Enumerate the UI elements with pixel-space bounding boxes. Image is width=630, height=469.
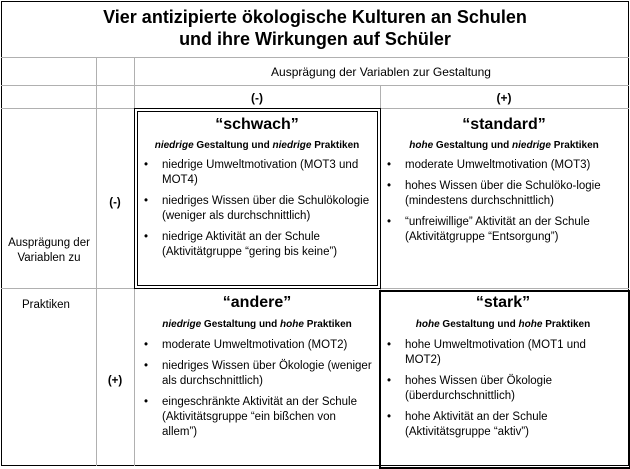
quadrant-items-schwach	[140, 158, 372, 266]
quadrant-subtitle-stark: hohe Gestaltung und hohe Praktiken	[415, 319, 591, 330]
quadrant-schwach	[138, 112, 376, 284]
header-gestaltung-minus: (-)	[251, 91, 263, 105]
list-item: • hohes Wissen über die Schulöko-logie (mindestens durchschnittlich)	[387, 180, 601, 207]
quadrant-title-schwach: “schwach”	[215, 116, 299, 133]
quadrant-andere	[135, 290, 379, 465]
header-gestaltung: Ausprägung der Variablen zur Gestaltung	[271, 65, 491, 79]
list-item: • hohe Umweltmotivation (MOT1 und MOT2)	[387, 339, 586, 366]
list-item: • moderate Umweltmotivation (MOT2)	[144, 339, 348, 351]
list-item: • hohe Aktivität an der Schule (Aktivitätsgruppe “aktiv”)	[387, 411, 548, 438]
side-label-praktiken-2: Praktiken	[22, 299, 70, 311]
side-label-praktiken: Ausprägung der Variablen zu	[8, 237, 90, 264]
quadrant-items-andere	[140, 338, 374, 446]
list-item: • niedriges Wissen über Ökologie (weniger als durchschnittlich)	[144, 360, 372, 387]
title-line-2: und ihre Wirkungen auf Schüler	[179, 29, 451, 49]
list-item: • niedriges Wissen über die Schulökologie (weniger als durchschnittlich)	[144, 195, 370, 222]
quadrant-title-standard: “standard”	[462, 116, 546, 133]
title-line-1: Vier antizipierte ökologische Kulturen an Schulen	[103, 7, 527, 27]
list-item: • niedrige Aktivität an der Schule (Aktivitätgruppe “gering bis keine”)	[144, 231, 338, 258]
quadrant-stark	[381, 292, 625, 463]
quadrant-standard	[381, 112, 627, 284]
side-praktiken-minus: (-)	[109, 197, 121, 209]
quadrant-subtitle-schwach: niedrige Gestaltung und niedrige Praktiken	[154, 140, 360, 151]
list-item: • eingeschränkte Aktivität an der Schule (Aktivitätsgruppe “ein bißchen von allem”)	[144, 396, 357, 438]
grid-line-v1	[96, 57, 97, 466]
quadrant-items-stark	[383, 338, 621, 446]
list-item: • niedrige Umweltmotivation (MOT3 und MOT4)	[144, 159, 359, 186]
quadrant-items-standard	[383, 158, 623, 251]
side-praktiken-plus: (+)	[107, 375, 123, 387]
page-title	[2, 6, 628, 50]
list-item: • moderate Umweltmotivation (MOT3)	[387, 159, 591, 171]
list-item: • “unfreiwillige” Aktivität an der Schule (Aktivitätgruppe “Entsorgung”)	[387, 216, 590, 243]
header-gestaltung-plus: (+)	[496, 91, 512, 105]
list-item: • hohes Wissen über Ökologie (überdurchschnittlich)	[387, 375, 553, 402]
quadrant-title-andere: “andere”	[222, 294, 292, 311]
quadrant-subtitle-standard: hohe Gestaltung und niedrige Praktiken	[409, 140, 599, 151]
quadrant-title-stark: “stark”	[475, 294, 531, 311]
quadrant-subtitle-andere: niedrige Gestaltung und hohe Praktiken	[162, 319, 352, 330]
